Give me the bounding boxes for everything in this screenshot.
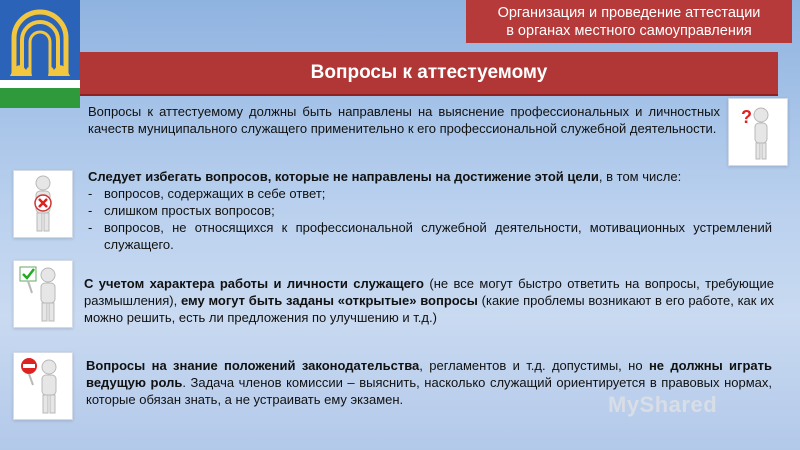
law-part-4: . Задача членов комиссии – выяснить, насколько служащий ориентируется в правовых нормах, которые обязан знать, а не устраивать ему экзамен. (86, 375, 772, 407)
question-figure-icon (728, 98, 788, 166)
open-questions-block (84, 275, 774, 326)
open-part-4: (какие проблемы возникают в его работе, как их можно решить, есть ли предложения по улучшению и т.д.) (84, 293, 774, 325)
check-figure-icon (13, 260, 73, 328)
intro-paragraph (88, 103, 720, 137)
stop-figure-icon (13, 352, 73, 420)
avoid-lead-bold: Следует избегать вопросов, которые не направлены на достижение этой цели (88, 169, 599, 184)
avoid-block (88, 168, 772, 253)
cross-figure-icon (13, 170, 73, 238)
emblem-green-stripe (0, 88, 80, 108)
emblem-white-stripe (0, 80, 80, 88)
coat-of-arms-logo (0, 0, 80, 108)
header-banner (466, 0, 792, 43)
slide-title: Вопросы к аттестуемому (80, 52, 778, 96)
list-item: - вопросов, содержащих в себе ответ; (88, 186, 326, 201)
avoid-lead-rest: , в том числе: (598, 169, 682, 184)
avoid-item-2: слишком простых вопросов; (104, 203, 275, 218)
law-part-3: не должны играть ведущую роль (86, 358, 772, 390)
law-part-1: Вопросы на знание положений законодательства (86, 358, 420, 373)
open-part-1: С учетом характера работы и личности служащего (84, 276, 424, 291)
svg-text:?: ? (741, 107, 752, 127)
header-line-1: Организация и проведение аттестации (497, 5, 761, 21)
law-part-2: , регламентов и т.д. допустимы, но (419, 358, 649, 373)
open-part-3: ему могут быть заданы «открытые» вопросы (180, 293, 478, 308)
avoid-item-3: вопросов, не относящихся к профессиональной служебной деятельности, мотивационных устремлений служащего. (104, 220, 772, 252)
avoid-lead (88, 168, 772, 185)
open-part-2: (не все могут быстро ответить на вопросы, требующие размышления), (84, 276, 774, 308)
header-line-2: в органах местного самоуправления (506, 23, 752, 39)
list-item: - слишком простых вопросов; (88, 203, 275, 218)
watermark: MyShared (608, 392, 718, 417)
intro-text: Вопросы к аттестуемому должны быть направлены на выяснение профессиональных и личностных качеств муниципального служащего применительно к его профессиональной служебной деятельности. (88, 104, 720, 136)
avoid-item-1: вопросов, содержащих в себе ответ; (104, 186, 326, 201)
list-item: - вопросов, не относящихся к профессиональной служебной деятельности, мотивационных устремлений служащего. (88, 220, 772, 252)
